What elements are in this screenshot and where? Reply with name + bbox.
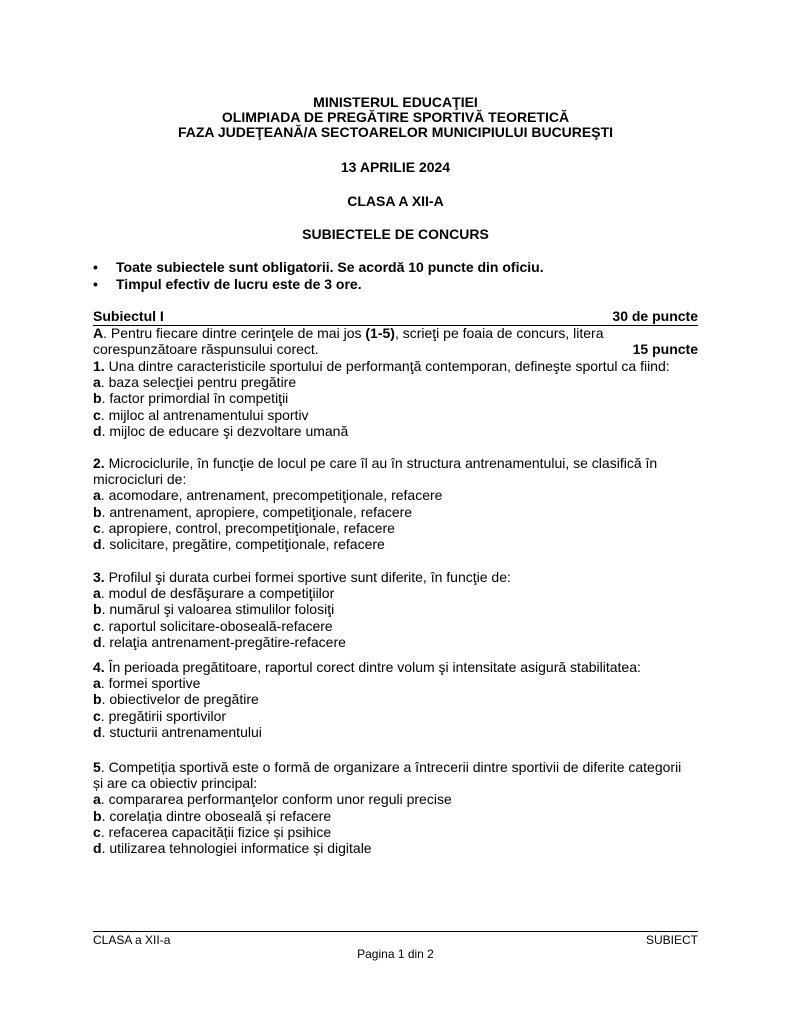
instruction-text: Timpul efectiv de lucru este de 3 ore.	[116, 276, 362, 292]
class-title: CLASA A XII-A	[347, 193, 444, 209]
question-text: . Competiția sportivă este o formă de organizare a întrecerii dintre sportivii de diferite categorii	[100, 759, 682, 775]
question-3	[93, 569, 698, 650]
question-number: 3.	[93, 569, 105, 585]
answer-option: c. mijloc al antrenamentului sportiv	[93, 406, 309, 423]
question-text: Profilul şi durata curbei formei sportive sunt diferite, în funcţie de:	[104, 569, 511, 585]
subject-label: Subiectul I	[93, 308, 164, 324]
olympiad-title: OLIMPIADA DE PREGĂTIRE SPORTIVĂ TEORETICĂ	[221, 109, 570, 125]
answer-option: b. obiectivelor de pregătire	[93, 691, 259, 708]
section-a-points: 15 puncte	[632, 341, 698, 357]
answer-option: b. numărul şi valoarea stimulilor folosiţi	[93, 601, 335, 618]
instructions-list	[93, 259, 698, 293]
phase-title: FAZA JUDEŢEANĂ/A SECTOARELOR MUNICIPIULUI BUCUREŞTI	[177, 124, 614, 140]
answer-option: d. utilizarea tehnologiei informatice și digitale	[93, 840, 372, 857]
answer-option: c. pregătirii sportivilor	[93, 707, 227, 724]
section-a-intro: A. Pentru fiecare dintre cerinţele de mai jos (1-5), scrieţi pe foaia de concurs, litera	[93, 325, 604, 341]
question-number: 4.	[93, 659, 105, 675]
answer-option: c. refacerea capacității fizice și psihice	[93, 823, 332, 840]
instruction-item	[93, 259, 698, 276]
subject-points: 30 de puncte	[612, 308, 698, 324]
page-number: Pagina 1 din 2	[357, 947, 434, 961]
footer-class: CLASA a XII-a	[93, 933, 171, 947]
instruction-text: Toate subiectele sunt obligatorii. Se acordă 10 puncte din oficiu.	[116, 259, 544, 275]
question-number: 5	[93, 759, 101, 775]
answer-option: b. corelația dintre oboseală și refacere	[93, 807, 332, 824]
answer-option: c. apropiere, control, precompetiţionale, refacere	[93, 519, 395, 536]
bullet-icon: •	[93, 276, 98, 292]
question-1	[93, 358, 698, 439]
question-text: Microciclurile, în funcţie de locul pe care îl au în structura antrenamentului, se clasifică în	[104, 455, 658, 471]
subject-header	[93, 308, 698, 326]
answer-option: a. acomodare, antrenament, precompetiţionale, refacere	[93, 487, 443, 504]
ministry-title: MINISTERUL EDUCAŢIEI	[313, 94, 478, 110]
answer-option: a. modul de desfăşurare a competiţiilor	[93, 585, 335, 602]
question-range: (1-5)	[365, 325, 395, 341]
answer-option: c. raportul solicitare-oboseală-refacere	[93, 617, 333, 634]
answer-option: d. solicitare, pregătire, competiţionale, refacere	[93, 536, 385, 553]
question-number: 1.	[93, 358, 105, 374]
document-title: SUBIECTELE DE CONCURS	[302, 226, 489, 242]
answer-option: b. factor primordial în competiţii	[93, 390, 289, 407]
section-letter: A	[93, 325, 104, 341]
answer-option: d. stucturii antrenamentului	[93, 723, 262, 740]
question-number: 2.	[93, 455, 105, 471]
answer-option: a. compararea performanţelor conform unor reguli precise	[93, 791, 452, 808]
question-4	[93, 659, 698, 740]
answer-option: d. relaţia antrenament-pregătire-refacere	[93, 633, 346, 650]
answer-option: a. formei sportive	[93, 675, 201, 692]
question-2: 2. Microciclurile, în funcţie de locul pe care îl au în structura antrenamentului, se clasifică în microcicluri de: a. acomodare, antrenament, precompetiţionale, refacere b. antrenament, apropiere, competiţionale, refacere c. apropiere, control, precompetiţionale, refacere d. solicitare, pregătire, competiţionale, refacere	[93, 455, 698, 552]
question-5: 5. Competiția sportivă este o formă de organizare a întrecerii dintre sportivii de diferite categorii și are ca obiectiv principal: a. compararea performanţelor conform unor reguli precise b. corelația dintre oboseală și refacere c. refacerea capacității fizice și psihice d. utilizarea tehnologiei informatice și digitale	[93, 759, 698, 856]
section-a-intro-line2: corespunzătoare răspunsului corect. 15 puncte	[93, 341, 698, 357]
answer-option: d. mijloc de educare şi dezvoltare umană	[93, 422, 349, 439]
answer-option: a. baza selecţiei pentru pregătire	[93, 374, 297, 391]
question-text: Una dintre caracteristicile sportului de performanţă contemporan, defineşte sportul ca fiind:	[104, 358, 670, 374]
exam-date: 13 APRILIE 2024	[340, 159, 451, 175]
bullet-icon: •	[93, 259, 98, 275]
page-footer	[93, 931, 698, 961]
answer-option: b. antrenament, apropiere, competiţionale, refacere	[93, 503, 413, 520]
question-text: În perioada pregătitoare, raportul corect dintre volum şi intensitate asigură stabilitatea:	[104, 659, 641, 675]
footer-label: SUBIECT	[645, 933, 698, 947]
instruction-item	[93, 276, 698, 293]
